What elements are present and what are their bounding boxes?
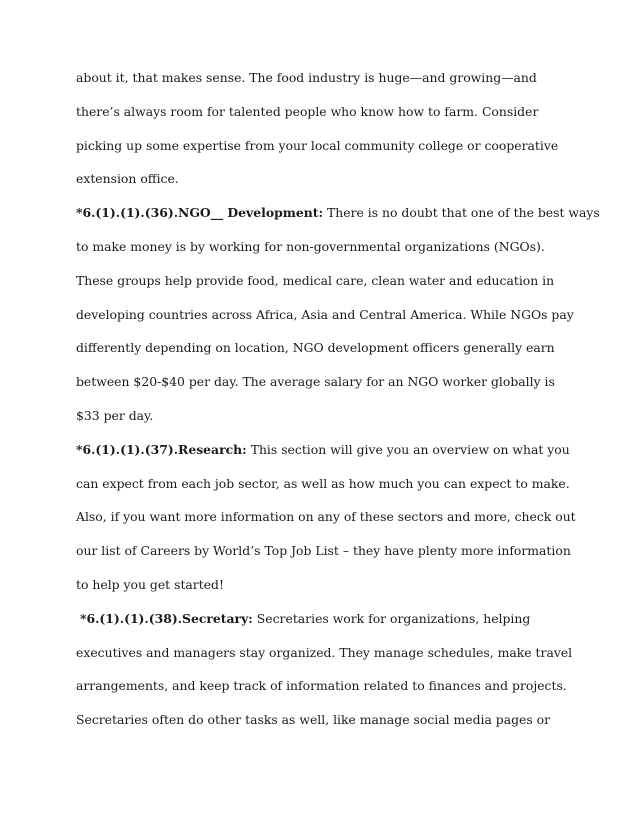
text-line: Secretaries often do other tasks as well, like manage social media pages or	[76, 712, 551, 728]
text-line: picking up some expertise from your local community college or cooperative	[76, 137, 559, 153]
document-body	[76, 68, 600, 744]
text-line: between $20-$40 per day. The average salary for an NGO worker globally is	[76, 374, 555, 390]
text-line: extension office.	[76, 171, 179, 187]
text-line: to help you get started!	[76, 576, 224, 592]
ngo-development-heading-line	[76, 203, 600, 237]
research-heading-line	[76, 440, 576, 474]
text-line: arrangements, and keep track of information related to finances and projects.	[76, 678, 567, 694]
section-heading: *6.(1).(1).(37).Research:	[76, 441, 247, 457]
secretary-heading-line	[76, 609, 576, 643]
text-line: Also, if you want more information on any of these sectors and more, check out	[76, 509, 576, 525]
text-line: These groups help provide food, medical care, clean water and education in	[76, 272, 555, 288]
text-line: $33 per day.	[76, 407, 154, 423]
text-span: Secretaries work for organizations, helping	[252, 610, 531, 626]
text-line: there’s always room for talented people who know how to farm. Consider	[76, 103, 539, 119]
text-line: executives and managers stay organized. They manage schedules, make travel	[76, 644, 573, 660]
text-line: differently depending on location, NGO development officers generally earn	[76, 340, 555, 356]
section-heading: *6.(1).(1).(36).NGO__ Development:	[76, 205, 324, 221]
text-span: There is no doubt that one of the best ways	[323, 205, 600, 221]
text-line: our list of Careers by World’s Top Job List – they have plenty more information	[76, 543, 571, 559]
text-line: about it, that makes sense. The food industry is huge—and growing—and	[76, 70, 537, 85]
text-line: can expect from each job sector, as well as how much you can expect to make.	[76, 475, 570, 491]
text-line: to make money is by working for non-governmental organizations (NGOs).	[76, 238, 545, 254]
text-line: developing countries across Africa, Asia and Central America. While NGOs pay	[76, 306, 574, 322]
section-heading: *6.(1).(1).(38).Secretary:	[80, 610, 253, 626]
text-span: This section will give you an overview on what you	[246, 441, 570, 457]
